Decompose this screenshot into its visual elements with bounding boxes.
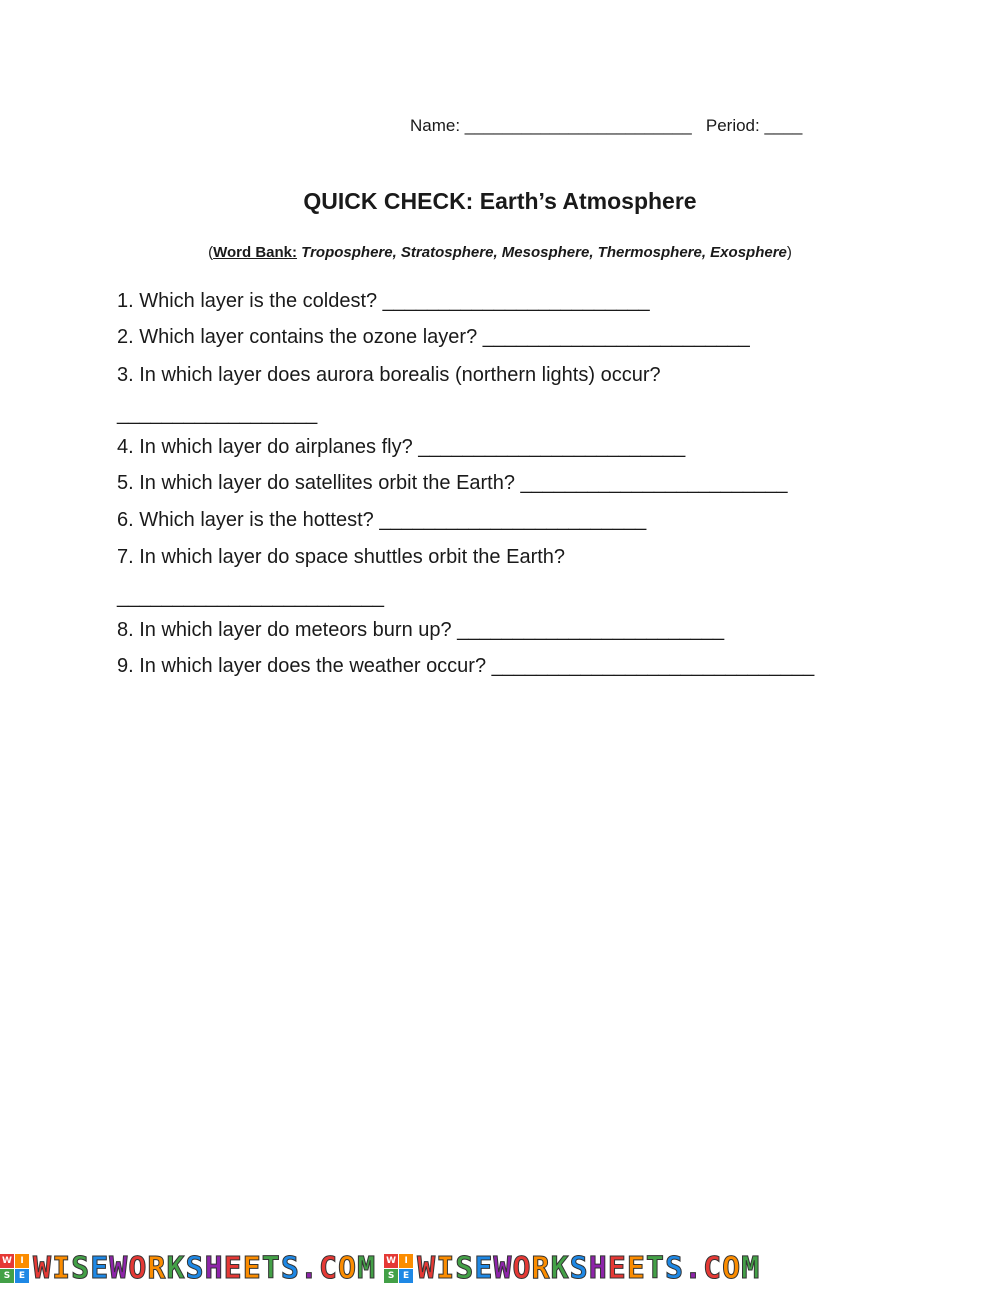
logo-letter: R — [531, 1250, 551, 1286]
logo-letter: H — [588, 1250, 608, 1286]
question-2: 2. Which layer contains the ozone layer? ________________________ — [117, 326, 750, 348]
logo-tile: W — [0, 1254, 14, 1268]
question-1: 1. Which layer is the coldest? ________________________ — [117, 290, 650, 312]
logo-letter: E — [242, 1250, 262, 1286]
logo-letter: W — [109, 1250, 129, 1286]
logo-letter: I — [52, 1250, 72, 1286]
word-bank-close-paren: ) — [786, 244, 792, 261]
logo-letter: S — [280, 1250, 300, 1286]
word-bank — [0, 244, 1000, 261]
logo-letter: I — [436, 1250, 456, 1286]
question-3-answer-line: __________________ — [117, 403, 318, 425]
wiseworksheets-logo — [0, 1251, 376, 1286]
logo-letter: E — [474, 1250, 494, 1286]
question-4: 4. In which layer do airplanes fly? ________________________ — [117, 436, 686, 458]
logo-letter: E — [626, 1250, 646, 1286]
logo-letter: M — [357, 1250, 377, 1286]
question-5: 5. In which layer do satellites orbit the Earth? ________________________ — [117, 472, 788, 494]
page-title: QUICK CHECK: Earth’s Atmosphere — [303, 188, 697, 214]
watermark-footer — [0, 1245, 1000, 1291]
logo-tiles-icon — [0, 1254, 29, 1283]
question-6: 6. Which layer is the hottest? ________________________ — [117, 509, 647, 531]
logo-letter: S — [185, 1250, 205, 1286]
logo-letter: W — [493, 1250, 513, 1286]
logo-letter: H — [204, 1250, 224, 1286]
logo-letter: O — [722, 1250, 742, 1286]
logo-text — [417, 1251, 760, 1286]
logo-letter: T — [645, 1250, 665, 1286]
logo-letter: . — [684, 1250, 704, 1286]
logo-letter: S — [569, 1250, 589, 1286]
logo-letter: W — [33, 1250, 53, 1286]
question-8: 8. In which layer do meteors burn up? ________________________ — [117, 619, 725, 641]
logo-letter: C — [703, 1250, 723, 1286]
logo-letter: E — [223, 1250, 243, 1286]
logo-tile: I — [15, 1254, 29, 1268]
question-7: 7. In which layer do space shuttles orbit the Earth? — [117, 546, 566, 568]
word-bank-label: Word Bank: — [213, 244, 298, 261]
logo-letter: S — [71, 1250, 91, 1286]
question-3: 3. In which layer does aurora borealis (northern lights) occur? — [117, 364, 661, 386]
logo-letter: C — [318, 1250, 338, 1286]
logo-letter: E — [90, 1250, 110, 1286]
wiseworksheets-logo — [384, 1251, 760, 1286]
word-bank-terms: Troposphere, Stratosphere, Mesosphere, Thermosphere, Exosphere — [297, 244, 787, 261]
logo-letter: T — [261, 1250, 281, 1286]
logo-letter: K — [550, 1250, 570, 1286]
logo-text — [33, 1251, 376, 1286]
logo-letter: W — [417, 1250, 437, 1286]
logo-letter: O — [338, 1250, 358, 1286]
logo-letter: S — [455, 1250, 475, 1286]
question-7-answer-line: ________________________ — [117, 586, 384, 608]
logo-tile: E — [15, 1269, 29, 1283]
word-bank-open-paren: ( — [208, 244, 214, 261]
logo-letter: O — [512, 1250, 532, 1286]
logo-letter: M — [741, 1250, 761, 1286]
logo-letter: O — [128, 1250, 148, 1286]
logo-tile: S — [384, 1269, 398, 1283]
logo-letter: E — [607, 1250, 627, 1286]
name-period-line: Name: ________________________ Period: ____ — [410, 116, 803, 135]
logo-tile: S — [0, 1269, 14, 1283]
question-9: 9. In which layer does the weather occur? _____________________________ — [117, 655, 815, 677]
logo-letter: K — [166, 1250, 186, 1286]
logo-letter: R — [147, 1250, 167, 1286]
logo-tile: I — [399, 1254, 413, 1268]
logo-letter: . — [299, 1250, 319, 1286]
logo-tiles-icon — [384, 1254, 413, 1283]
logo-letter: S — [664, 1250, 684, 1286]
logo-tile: W — [384, 1254, 398, 1268]
logo-tile: E — [399, 1269, 413, 1283]
